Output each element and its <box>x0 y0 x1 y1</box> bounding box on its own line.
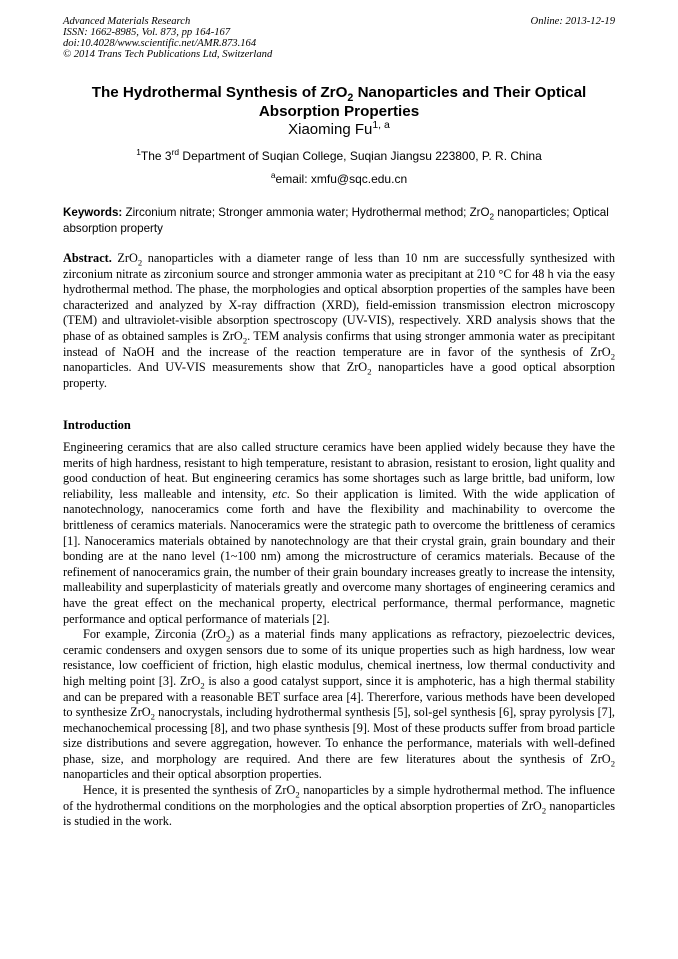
paragraph-text: For example, Zirconia (ZrO <box>83 627 226 642</box>
paragraph-text: nanoparticles by a simple hydrothermal method. The influence of the hydrothermal conditions on the morphologies and the optical absorption properties of ZrO <box>63 783 615 813</box>
affil-ordinal: rd <box>171 147 180 157</box>
subscript: 2 <box>541 805 547 816</box>
keywords-text-rest: nanoparticles; Optical absorption property <box>63 206 609 235</box>
abstract <box>63 251 615 391</box>
paragraph-text: Hence, it is presented the synthesis of ZrO <box>83 783 296 798</box>
author-name: Xiaoming Fu <box>288 121 373 138</box>
abstract-label: Abstract. <box>63 251 112 265</box>
paragraph-text: nanoparticles is studied in the work. <box>63 798 615 829</box>
paragraph-text: nanoparticles and their optical absorption properties. <box>63 767 322 782</box>
doi-line[interactable]: doi:10.4028/www.scientific.net/AMR.873.164 <box>63 38 257 49</box>
keywords-text: Zirconium nitrate; Stronger ammonia water; Hydrothermal method; ZrO <box>122 206 490 219</box>
online-date: Online: 2013-12-19 <box>530 16 615 27</box>
journal-header <box>63 16 272 60</box>
intro-paragraph-3 <box>63 783 615 830</box>
subscript: 2 <box>200 680 205 691</box>
introduction-body <box>63 440 615 830</box>
issn-line: ISSN: 1662-8985, Vol. 873, pp 164-167 <box>63 27 231 38</box>
paragraph-text: is also a good catalyst support, since it is amphoteric, has a high thermal stability and can be prepared with a reasonable BET surface area [4]. Thererfore, various methods have been developed to synthesize ZrO <box>63 673 615 720</box>
subscript: 2 <box>225 633 231 644</box>
title-subscript: 2 <box>347 92 354 105</box>
author-affil-mark: 1, a <box>372 119 390 131</box>
journal-name: Advanced Materials Research <box>63 16 191 27</box>
paper-title <box>63 83 615 121</box>
paragraph-text: Engineering ceramics that are also called structure ceramics have been applied widely because they have the merits of high hardness, resistant to high temperature, resistant to abrasion, resistant to erosion, light quality and good conduction of heat. But engineering ceramics has some shortages such as large brittle, bad uniform, low reliability, less malleable and intensity, <box>63 440 615 501</box>
keywords-label: Keywords: <box>63 206 123 219</box>
intro-paragraph-2 <box>63 627 615 783</box>
affil-text: The 3 <box>140 149 172 163</box>
paragraph-text: . So their application is limited. With the wide application of nanotechnology, nanoceramics come forth and have the flexibility and machinability to overcome the brittleness of ceramics materials. Nanoceramics were the strategic path to overcome the brittleness of ceramics [1]. Nanoceramics materials obtained by nanotechnology are that their crystal grain, grain boundary and their bonding are at the nano level (1~100 nm) among the microstructure of ceramics materials. Because of the refinement of nanoceramics grain, the number of their grain boundary increases greatly to increase the intensity, malleability and superplasticity of materials greatly and overcome many shortages of engineering ceramics and have the great effect on the mechanical property, electrical performance, thermal performance, magnetic performance and optical performance of materials [2]. <box>63 486 616 626</box>
copyright-line: © 2014 Trans Tech Publications Ltd, Switzerland <box>63 49 273 60</box>
author <box>63 121 615 139</box>
abstract-text: ZrO <box>111 251 138 265</box>
email-address[interactable]: email: xmfu@sqc.edu.cn <box>275 172 408 186</box>
subscript: 2 <box>295 789 300 800</box>
email <box>63 172 615 187</box>
section-heading-introduction: Introduction <box>63 418 131 432</box>
abstract-text: nanoparticles have a good optical absorption property. <box>63 360 615 390</box>
intro-paragraph-1 <box>63 440 615 627</box>
title-text: The Hydrothermal Synthesis of ZrO <box>91 84 348 101</box>
keywords <box>63 205 615 237</box>
affil-text-rest: Department of Suqian College, Suqian Jiangsu 223800, P. R. China <box>179 149 542 163</box>
subscript: 2 <box>150 711 155 722</box>
title-text-rest: Nanoparticles and Their Optical Absorption Properties <box>258 84 587 120</box>
subscript: 2 <box>242 335 248 346</box>
email-mark: a <box>270 170 276 180</box>
keywords-subscript: 2 <box>489 212 495 222</box>
italic-etc: etc <box>272 486 287 501</box>
abstract-text: nanoparticles with a diameter range of less than 10 nm are successfully synthesized with zirconium nitrate as zirconium source and stronger ammonia water as precipitant at 210 °C for 48 h via the easy hydrothermal method. The phase, the morphologies and optical absorption properties of the samples have been characterized and analyzed by X-ray diffraction (XRD), field-emission transmission electron microscopy (TEM) and ultraviolet-visible absorption spectroscopy (UV-VIS), respectively. XRD analysis shows that the phase of as obtained samples is ZrO <box>63 251 615 343</box>
abstract-text: . TEM analysis confirms that using stronger ammonia water as precipitant instead of NaOH and the increase of the reaction temperature are in favor of the synthesis of ZrO <box>63 328 615 359</box>
subscript: 2 <box>137 257 143 268</box>
affiliation <box>63 149 615 164</box>
subscript: 2 <box>610 758 615 769</box>
abstract-text: nanoparticles. And UV-VIS measurements show that ZrO <box>63 360 368 375</box>
subscript: 2 <box>367 366 372 377</box>
paragraph-text: nanocrystals, including hydrothermal synthesis [5], sol-gel synthesis [6], spray pyrolysis [7], mechanochemical processing [8], and two phase synthesis [9]. Most of these products suffer from broad particle size distributions and severe aggregation, however. To enhance the performance, materials with well-defined phase, size, and morphology are required. And there are few literatures about the synthesis of ZrO <box>63 705 615 766</box>
paragraph-text: ) as a material finds many applications as refractory, piezoelectric devices, ceramic condensers and oxygen sensors due to some of its unique properties such as high hardness, low wear resistance, low coefficient of friction, high elastic modulus, chemical inertness, low thermal conductivity and high melting point [3]. ZrO <box>63 627 616 688</box>
subscript: 2 <box>610 351 615 362</box>
affil-number: 1 <box>136 147 141 157</box>
